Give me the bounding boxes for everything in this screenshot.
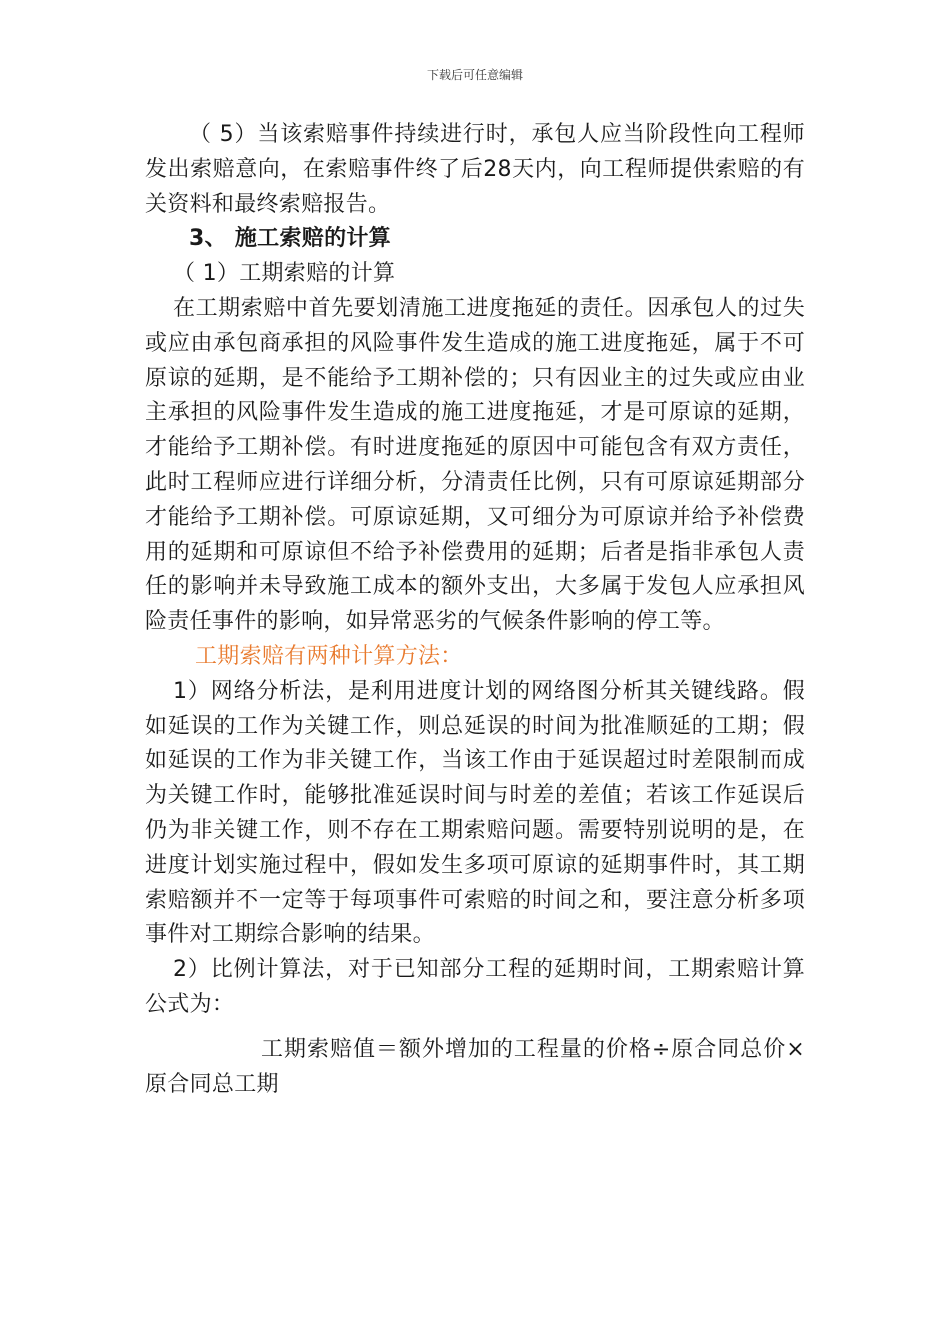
subheading-1: （ 1）工期索赔的计算 [173, 261, 396, 287]
highlight-line-methods: 工期索赔有两种计算方法： [195, 643, 463, 669]
paragraph-ratio-method: 2）比例计算法，对于已知部分工程的延期时间，工期索赔计算公式为： [145, 957, 805, 1017]
paragraph-responsibility: 在工期索赔中首先要划清施工进度拖延的责任。因承包人的过失或应由承包商承担的风险事件发生造成的施工进度拖延，属于不可原谅的延期，是不能给予工期补偿的；只有因业主的过失或应由业主承担的风险事件发生造成的施工进度拖延，才是可原谅的延期，才能给予工期补偿。有时进度拖延的原因中可能包含有双方责任，此时工程师应进行详细分析，分清责任比例，只有可原谅延期部分才能给予工期补偿。可原谅延期，又可细分为可原谅并给予补偿费用的延期和可原谅但不给予补偿费用的延期；后者是指非承包人责任的影响并未导致施工成本的额外支出，大多属于发包人应承担风险责任事件的影响，如异常恶劣的气候条件影响的停工等。 [145, 295, 805, 635]
formula: 工期索赔值＝额外增加的工程量的价格÷原合同总价×原合同总工期 [145, 1036, 805, 1097]
document-body [145, 118, 805, 1102]
section-heading-3: 3、 施工索赔的计算 [189, 226, 391, 252]
paragraph-network-method: 1）网络分析法，是利用进度计划的网络图分析其关键线路。假如延误的工作为关键工作，则总延误的时间为批准顺延的工期；假如延误的工作为非关键工作，当该工作由于延误超过时差限制而成为关键工作时，能够批准延误时间与时差的差值；若该工作延误后仍为非关键工作，则不存在工期索赔问题。需要特别说明的是，在进度计划实施过程中，假如发生多项可原谅的延期事件时，其工期索赔额并不一定等于每项事件可索赔的时间之和，要注意分析多项事件对工期综合影响的结果。 [145, 678, 805, 948]
page-header: 下载后可任意编辑 [426, 68, 523, 82]
paragraph-item-5: （ 5）当该索赔事件持续进行时，承包人应当阶段性向工程师发出索赔意向，在索赔事件终了后28天内，向工程师提供索赔的有关资料和最终索赔报告。 [145, 122, 805, 217]
